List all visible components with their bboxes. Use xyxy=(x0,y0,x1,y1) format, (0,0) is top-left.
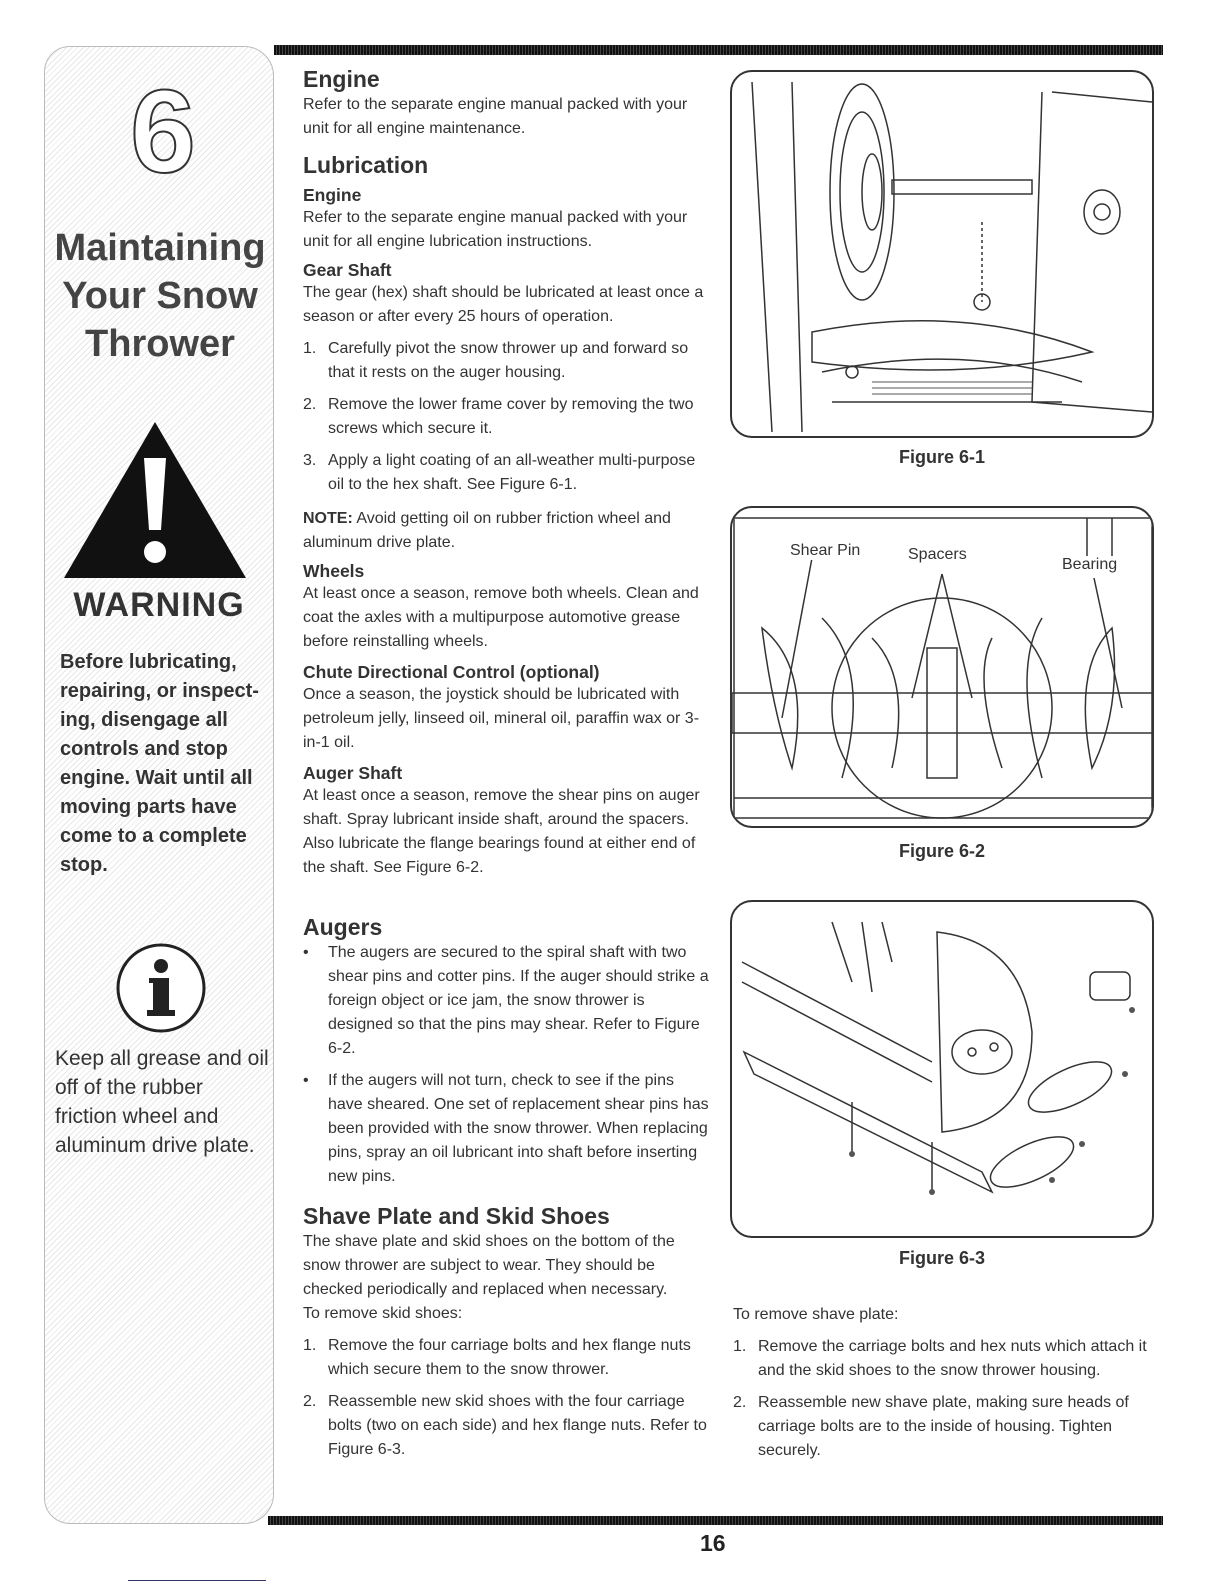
wheels-subheading: Wheels xyxy=(303,561,365,581)
augers-bullets xyxy=(303,941,713,1189)
augers-heading: Augers xyxy=(303,914,383,940)
skid-steps xyxy=(303,1334,713,1462)
chapter-title-line3: Thrower xyxy=(85,323,235,365)
figure-6-2-caption: Figure 6-2 xyxy=(898,841,986,861)
info-text: Keep all grease and oil off of the rubber friction wheel and aluminum drive plate. xyxy=(55,1047,269,1157)
auger-shaft-subheading: Auger Shaft xyxy=(303,763,403,783)
figure-6-3 xyxy=(730,900,1154,1238)
lubrication-engine-subheading: Engine xyxy=(303,185,362,205)
chute-subheading: Chute Directional Control (optional) xyxy=(303,662,600,682)
note-label: NOTE: xyxy=(303,510,353,527)
plate-intro: To remove shave plate: xyxy=(733,1306,899,1323)
skid-step: 2. Reassemble new skid shoes with the four carriage bolts (two on each side) and hex flange nuts. Refer to Figure 6-3. xyxy=(303,1393,707,1458)
lubrication-engine-text: Refer to the separate engine manual packed with your unit for all engine lubrication instructions. xyxy=(303,209,688,250)
note xyxy=(303,507,713,555)
chute-text: Once a season, the joystick should be lubricated with petroleum jelly, linseed oil, mineral oil, paraffin wax or 3-in-1 oil. xyxy=(303,686,700,751)
shave-heading: Shave Plate and Skid Shoes xyxy=(303,1203,610,1229)
figure-6-1-caption: Figure 6-1 xyxy=(898,447,986,467)
shear-pin-label: Shear Pin xyxy=(790,542,861,559)
shave-plate-instructions xyxy=(733,1303,1153,1463)
shave-text: The shave plate and skid shoes on the bottom of the snow thrower are subject to wear. They should be checked periodically and replaced when necessary. xyxy=(303,1233,675,1298)
augers-bullet: • The augers are secured to the spiral shaft with two shear pins and cotter pins. If the auger should strike a foreign object or ice jam, the snow thrower is designed so that the pins may shear. Refer to Figure 6-2. xyxy=(303,944,709,1057)
figure-6-2 xyxy=(730,506,1154,828)
gear-shaft-steps xyxy=(303,337,713,497)
plate-step: 2. Reassemble new shave plate, making sure heads of carriage bolts are to the inside of housing. Tighten securely. xyxy=(733,1394,1129,1459)
skid-intro: To remove skid shoes: xyxy=(303,1305,463,1322)
engine-heading: Engine xyxy=(303,66,380,92)
bearing-label: Bearing xyxy=(1062,556,1118,573)
info-icon xyxy=(115,942,207,1034)
page-number: 16 xyxy=(700,1530,726,1556)
lubrication-section xyxy=(303,152,713,880)
wheels-text: At least once a season, remove both wheels. Clean and coat the axles with a multipurpose automotive grease before reinstalling wheels. xyxy=(303,585,699,650)
warning-label: WARNING xyxy=(73,586,245,624)
spacers-label: Spacers xyxy=(908,546,967,563)
shave-plate-skid-shoes-illustration xyxy=(732,902,1154,1238)
gear-shaft-subheading: Gear Shaft xyxy=(303,260,392,280)
note-text: Avoid getting oil on rubber friction wheel and aluminum drive plate. xyxy=(303,510,671,551)
chapter-number: 6 xyxy=(130,66,196,198)
chapter-title-line2: Your Snow xyxy=(62,275,258,317)
footer-line xyxy=(128,1580,266,1581)
plate-step: 1. Remove the carriage bolts and hex nuts which attach it and the skid shoes to the snow thrower housing. xyxy=(733,1338,1147,1379)
lubrication-heading: Lubrication xyxy=(303,152,429,178)
bottom-rule xyxy=(268,1516,1163,1525)
augers-section xyxy=(303,914,713,1189)
shave-section xyxy=(303,1203,713,1462)
chapter-title xyxy=(40,224,280,368)
chapter-title-line1: Maintaining xyxy=(54,227,266,269)
gear-step: 1. Carefully pivot the snow thrower up and forward so that it rests on the auger housing. xyxy=(303,340,689,381)
gear-shaft-text: The gear (hex) shaft should be lubricated at least once a season or after every 25 hours of operation. xyxy=(303,284,704,325)
auger-shaft-text: At least once a season, remove the shear pins on auger shaft. Spray lubricant inside shaft, around the spacers. Also lubricate the flange bearings found at either end of the shaft. See Figure 6-2. xyxy=(303,787,700,876)
plate-steps xyxy=(733,1335,1153,1463)
gear-shaft-illustration xyxy=(732,72,1154,438)
top-rule xyxy=(274,45,1163,55)
figure-6-1 xyxy=(730,70,1154,438)
engine-text: Refer to the separate engine manual packed with your unit for all engine maintenance. xyxy=(303,96,688,137)
gear-step: 3. Apply a light coating of an all-weather multi-purpose oil to the hex shaft. See Figure 6-1. xyxy=(303,452,696,493)
figure-6-3-caption: Figure 6-3 xyxy=(898,1248,986,1268)
skid-step: 1. Remove the four carriage bolts and hex flange nuts which secure them to the snow thrower. xyxy=(303,1337,691,1378)
warning-icon xyxy=(60,418,250,583)
warning-text: Before lubricating, repairing, or inspect-ing, disengage all controls and stop engine. Wait until all moving parts have come to a complete stop. xyxy=(60,651,259,876)
augers-bullet: • If the augers will not turn, check to see if the pins have sheared. One set of replacement shear pins has been provided with the snow thrower. When replacing pins, spray an oil lubricant into shaft before inserting new pins. xyxy=(303,1072,709,1185)
engine-section xyxy=(303,66,713,141)
gear-step: 2. Remove the lower frame cover by removing the two screws which secure it. xyxy=(303,396,694,437)
